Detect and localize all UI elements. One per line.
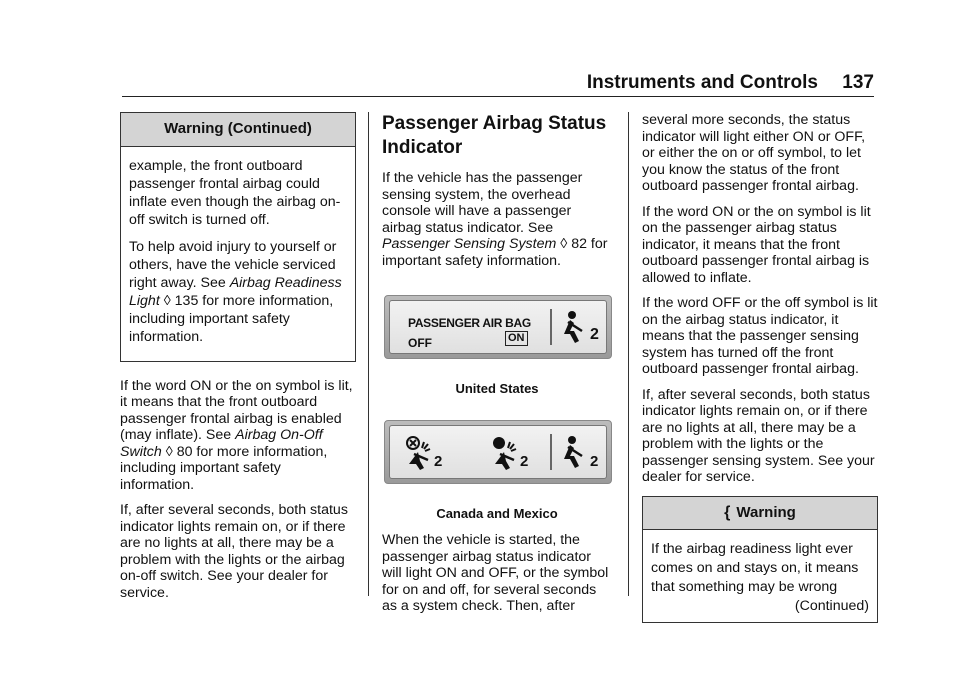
figure-caption: Canada and Mexico [436,505,558,521]
seat-number: 2 [434,452,443,470]
column-right [642,112,878,639]
warning-box [642,496,878,624]
seat-number: 2 [520,452,529,470]
column-middle [382,112,612,624]
page-ref: ◊ 135 [159,292,199,309]
seat-number: 2 [590,326,599,343]
seat-number: 2 [590,452,599,470]
warning-title: Warning (Continued) [121,113,355,147]
passenger-sensing-system-link[interactable]: Passenger Sensing System [382,236,557,252]
off-label: OFF [408,336,432,350]
warning-title: Warning [736,503,796,521]
page-number: 137 [842,72,874,93]
body-paragraph: If the word ON or the on symbol is lit on the passenger airbag status indicator, it means that the front outboard passenger frontal airbag is allowed to inflate. [642,203,871,286]
body-paragraph: If, after several seconds, both status indicator lights remain on, or if there are no lights at all, there may be a problem with the lights or the passenger sensing system. See your dealer for service. [642,386,875,485]
page-ref: ◊ 82 [556,236,587,252]
passenger-airbag-label: PASSENGER AIR BAG [408,316,531,330]
warning-icon: { [724,503,731,521]
section-heading: Passenger Airbag Status Indicator [382,113,607,158]
warning-header [643,497,877,531]
warning-box-continued [120,112,356,362]
body-paragraph: If the word OFF or the off symbol is lit on the airbag status indicator, it means that the passenger sensing system has turned off the front outboard passenger frontal airbag. [642,295,878,377]
airbag-on-off-switch-link[interactable]: Airbag On-Off Switch [120,427,323,460]
body-paragraph: If the word ON or the on symbol is lit, it means that the front outboard passenger frontal airbag is enabled (may inflate). See Airbag On-Off Switch ◊ 80 for more information, including important safety information. [120,377,353,493]
airbag-readiness-light-link[interactable]: Airbag Readiness Light [129,274,342,309]
on-label: ON [505,331,528,346]
figure-caption: United States [455,381,539,396]
status-indicator-canada-mexico [384,420,612,484]
status-indicator-us [384,295,612,359]
panel-divider [550,309,552,345]
body-paragraph: When the vehicle is started, the passenger airbag status indicator will light ON and OFF, or the symbol for on and off, for several seconds as a system check. Then, after [382,532,609,614]
column-left [120,112,356,610]
page-header [122,70,874,97]
warning-paragraph: example, the front outboard passenger frontal airbag could inflate even though the airbag on-off switch is turned off. [129,157,341,228]
body-paragraph: If the vehicle has the passenger sensing system, the overhead console will have a passenger airbag status indicator. See Passenger Sensing System ◊ 82 for important safety information. [382,170,608,269]
section-title: Instruments and Controls [586,72,818,93]
seat-occupant-icon [560,434,594,470]
continued-label: (Continued) [794,598,869,614]
body-paragraph: If, after several seconds, both status indicator lights remain on, or if there are no lights at all, there may be a problem with the lights or the airbag on-off switch. See your dealer for service. [120,502,348,601]
page-ref: ◊ 80 [161,443,193,460]
body-paragraph: several more seconds, the status indicator will light either ON or OFF, or either the on or off symbol, to let you know the status of the front outboard passenger frontal airbag. [642,112,866,194]
column-divider [368,112,369,596]
seat-occupant-icon [560,309,594,345]
panel-divider [550,434,552,470]
warning-paragraph: To help avoid injury to yourself or others, have the vehicle serviced right away. See Airbag Readiness Light ◊ 135 for more information, including important safety information. [129,238,342,345]
warning-paragraph: If the airbag readiness light ever comes on and stays on, it means that something may be wrong [651,541,859,595]
column-divider [628,112,629,596]
